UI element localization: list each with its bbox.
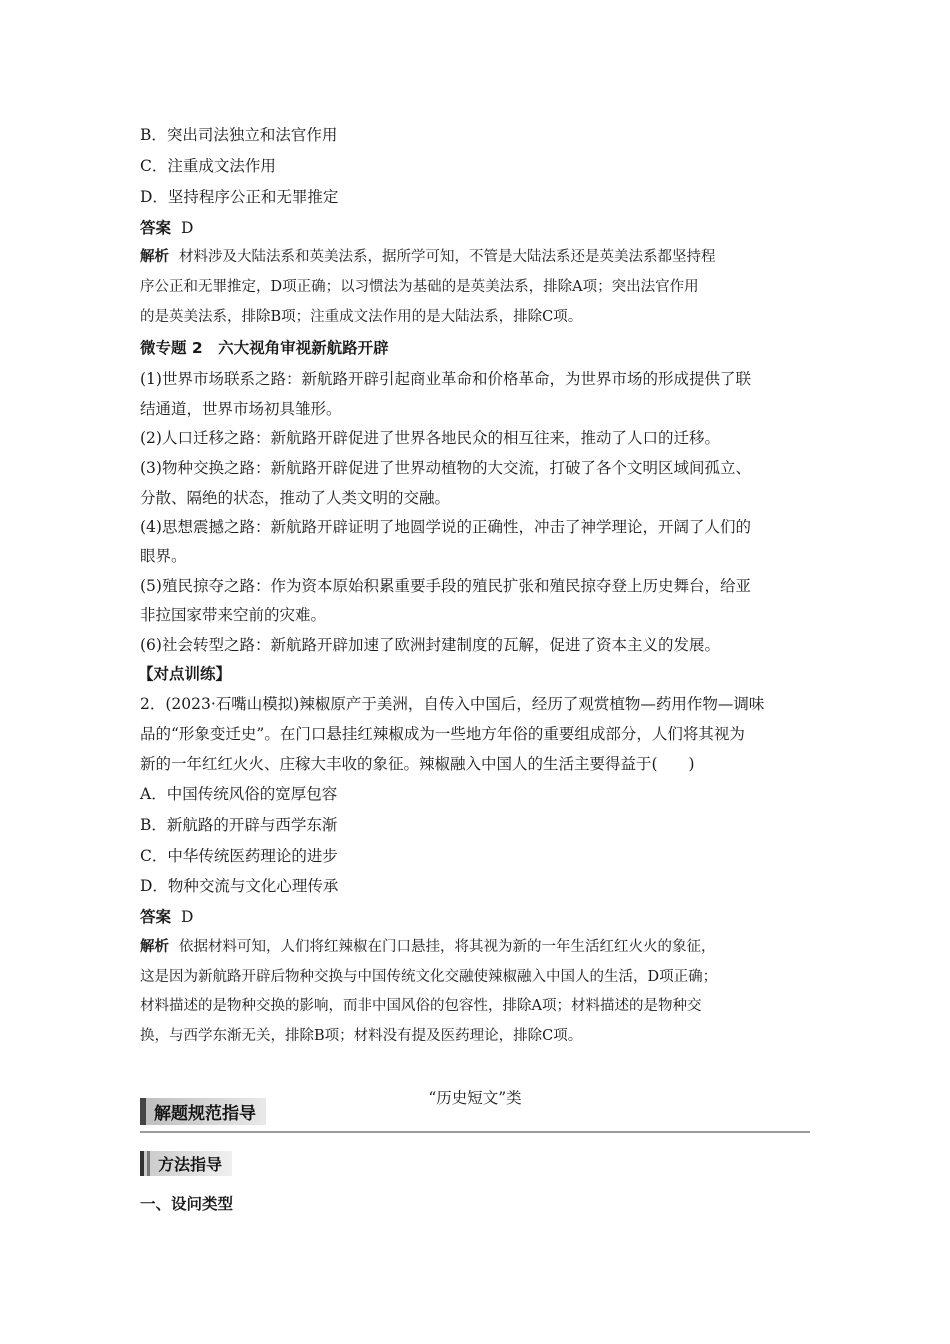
topic-line: 非拉国家带来空前的灾难。 bbox=[140, 606, 327, 624]
method-banner bbox=[140, 1151, 232, 1176]
option-d: D．物种交流与文化心理传承 bbox=[140, 877, 339, 895]
option-d: D．坚持程序公正和无罪推定 bbox=[140, 188, 339, 206]
topic-line: (6)社会转型之路：新航路开辟加速了欧洲封建制度的瓦解，促进了资本主义的发展。 bbox=[140, 636, 720, 654]
topic-line: 分散、隔绝的状态，推动了人类文明的交融。 bbox=[140, 489, 451, 507]
topic-heading: 微专题 2 六大视角审视新航路开辟 bbox=[140, 339, 389, 357]
option-b: B．突出司法独立和法官作用 bbox=[140, 126, 338, 144]
question-line: 品的“形象变迁史”。在门口悬挂红辣椒成为一些地方年俗的重要组成部分，人们将其视为 bbox=[140, 725, 745, 743]
explanation-2-line-2: 这是因为新航路开辟后物种交换与中国传统文化交融使辣椒融入中国人的生活，D项正确； bbox=[140, 969, 718, 985]
topic-line: (3)物种交换之路：新航路开辟促进了世界动植物的大交流，打破了各个文明区域间孤立、 bbox=[140, 459, 751, 477]
option-b: B．新航路的开辟与西学东渐 bbox=[140, 816, 338, 834]
subheading: 一、设问类型 bbox=[140, 1195, 234, 1213]
method-label: 方法指导 bbox=[158, 1155, 223, 1174]
option-c: C．注重成文法作用 bbox=[140, 157, 276, 175]
topic-line: (1)世界市场联系之路：新航路开辟引起商业革命和价格革命，为世界市场的形成提供了联 bbox=[140, 370, 751, 388]
topic-line: 眼界。 bbox=[140, 547, 187, 565]
answer-value: D bbox=[181, 908, 194, 926]
option-c: C．中华传统医药理论的进步 bbox=[140, 847, 338, 865]
topic-line: (2)人口迁移之路：新航路开辟促进了世界各地民众的相互往来，推动了人口的迁移。 bbox=[140, 429, 720, 447]
method-accent-bar bbox=[140, 1151, 144, 1176]
topic-line: (5)殖民掠夺之路：作为资本原始积累重要手段的殖民扩张和殖民掠夺登上历史舞台，给亚 bbox=[140, 577, 751, 595]
option-a: A．中国传统风俗的宽厚包容 bbox=[140, 785, 338, 803]
explanation-1-line-2: 序公正和无罪推定，D项正确；以习惯法为基础的是英美法系，排除A项；突出法官作用 bbox=[140, 279, 699, 295]
answer-label: 答案 bbox=[140, 219, 172, 237]
answer-2 bbox=[140, 907, 193, 927]
explanation-label: 解析 bbox=[140, 249, 169, 265]
explanation-1-line-1: 解析 材料涉及大陆法系和英美法系，据所学可知，不管是大陆法系还是英美法系都坚持程 bbox=[140, 249, 716, 265]
explanation-1-line-3: 的是英美法系，排除B项；注重成文法作用的是大陆法系，排除C项。 bbox=[140, 309, 583, 325]
answer-value: D bbox=[181, 219, 194, 237]
explanation-2-line-1: 解析 依据材料可知，人们将红辣椒在门口悬挂，将其视为新的一年生活红红火火的象征， bbox=[140, 939, 716, 955]
answer-label: 答案 bbox=[140, 908, 172, 926]
topic-line: 结通道，世界市场初具雏形。 bbox=[140, 400, 342, 418]
explanation-label: 解析 bbox=[140, 939, 169, 955]
section-banner bbox=[140, 1098, 266, 1125]
explanation-2-line-3: 材料描述的是物种交换的影响，而非中国风俗的包容性，排除A项；材料描述的是物种交 bbox=[140, 998, 702, 1014]
answer-1 bbox=[140, 218, 193, 238]
section-title: “历史短文”类 bbox=[428, 1089, 522, 1107]
section-banner-label: 解题规范指导 bbox=[154, 1104, 256, 1124]
explanation-2-line-4: 换，与西学东渐无关，排除B项；材料没有提及医药理论，排除C项。 bbox=[140, 1028, 583, 1044]
method-accent-bar bbox=[147, 1151, 150, 1176]
section-divider bbox=[140, 1131, 810, 1133]
question-line: 2．(2023·石嘴山模拟)辣椒原产于美洲，自传入中国后，经历了观赏植物—药用作物—调味 bbox=[140, 695, 765, 713]
training-heading: 【对点训练】 bbox=[138, 665, 232, 683]
topic-line: (4)思想震撼之路：新航路开辟证明了地圆学说的正确性，冲击了神学理论，开阔了人们的 bbox=[140, 518, 751, 536]
question-line: 新的一年红红火火、庄稼大丰收的象征。辣椒融入中国人的生活主要得益于( ) bbox=[140, 755, 695, 773]
banner-accent-bar bbox=[140, 1098, 146, 1125]
